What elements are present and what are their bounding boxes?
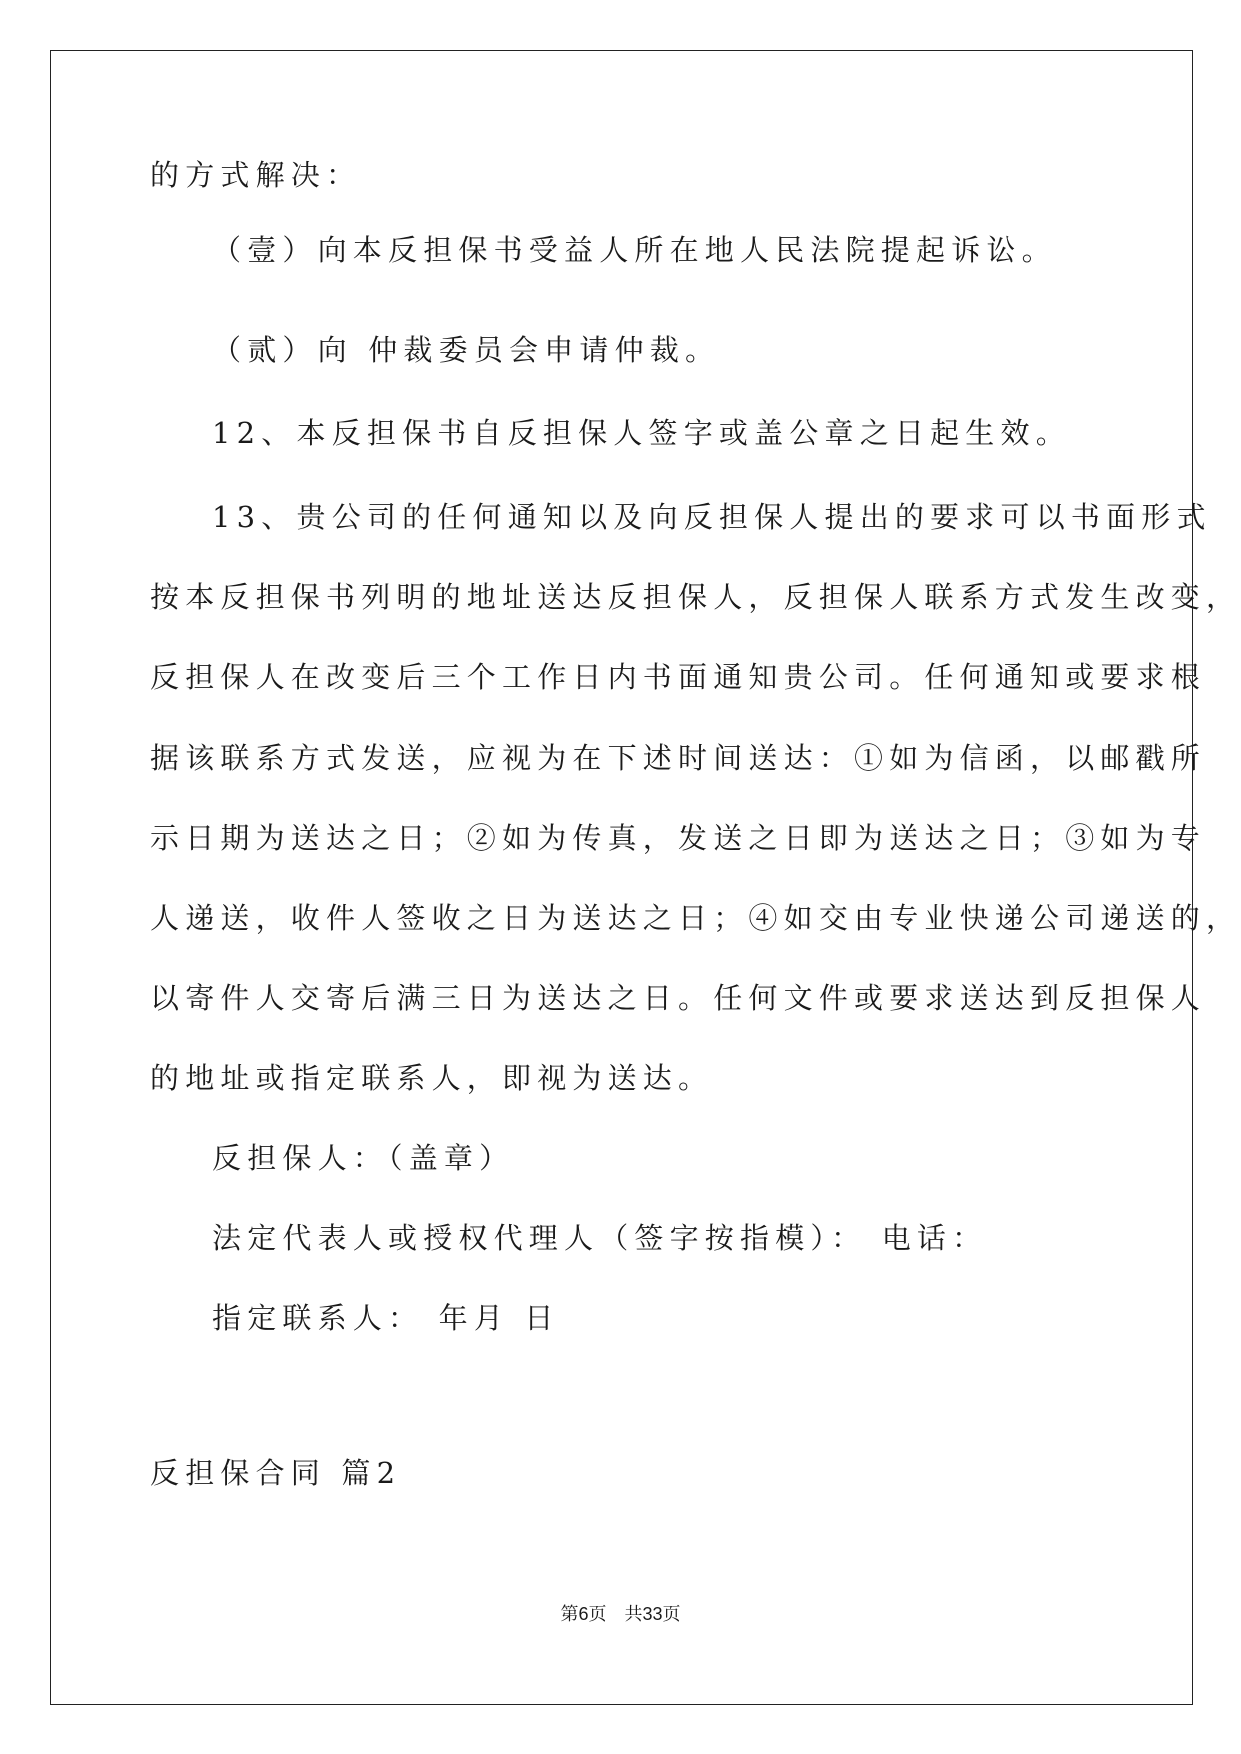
- footer-page-number: 6: [578, 1604, 589, 1624]
- footer-total-pages: 33: [642, 1604, 663, 1624]
- text-line-7: 反担保人在改变后三个工作日内书面通知贵公司。任何通知或要求根: [150, 660, 1207, 694]
- text-line-5: 13、贵公司的任何通知以及向反担保人提出的要求可以书面形式: [212, 500, 1212, 534]
- text-line-6: 按本反担保书列明的地址送达反担保人，反担保人联系方式发生改变，: [150, 580, 1241, 614]
- contact-date-label: 指定联系人： 年月 日: [212, 1301, 560, 1335]
- footer-prefix: 第: [560, 1604, 579, 1625]
- text-line-9: 示日期为送达之日；②如为传真，发送之日即为送达之日；③如为专: [150, 821, 1207, 855]
- footer-mid: 页 共: [588, 1604, 643, 1625]
- signatory-label: 反担保人：（盖章）: [212, 1141, 515, 1175]
- text-line-1: 的方式解决：: [150, 158, 362, 192]
- footer-suffix: 页: [662, 1604, 681, 1625]
- page-footer: [0, 1600, 1241, 1626]
- text-line-10: 人递送，收件人签收之日为送达之日；④如交由专业快递公司递送的，: [150, 901, 1241, 935]
- text-line-12: 的地址或指定联系人，即视为送达。: [150, 1061, 714, 1095]
- text-line-4: 12、本反担保书自反担保人签字或盖公章之日起生效。: [212, 416, 1071, 450]
- text-line-11: 以寄件人交寄后满三日为送达之日。任何文件或要求送达到反担保人: [150, 981, 1207, 1015]
- text-line-2: （壹）向本反担保书受益人所在地人民法院提起诉讼。: [212, 233, 1057, 267]
- text-line-8: 据该联系方式发送，应视为在下述时间送达：①如为信函，以邮戳所: [150, 741, 1207, 775]
- text-line-3: （贰）向 仲裁委员会申请仲裁。: [212, 333, 721, 367]
- representative-label: 法定代表人或授权代理人（签字按指模）： 电话：: [212, 1221, 988, 1255]
- section-heading: 反担保合同 篇2: [150, 1456, 402, 1490]
